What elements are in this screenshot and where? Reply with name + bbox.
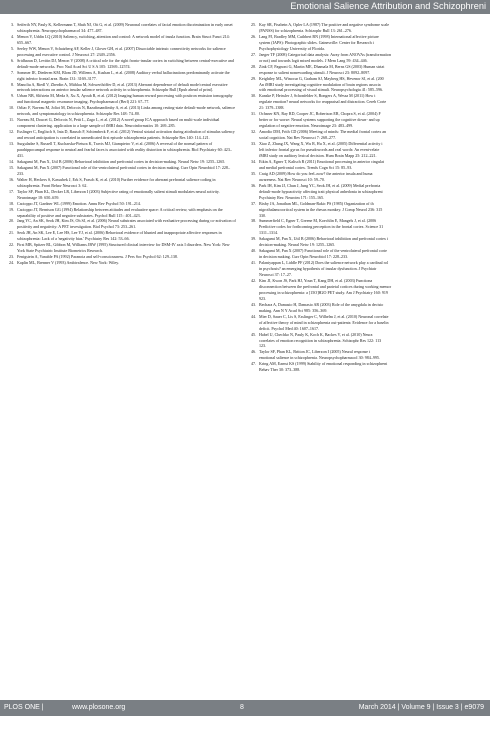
- reference-text: Urban NB, Slifstein M, Meda S, Xu X, Ayoub R, et al. (2012) Imaging human reward processing with positron emission tomography and functional magnetic resonance imaging. Psychopharmacol (Berl) 221: 67–77.: [17, 93, 233, 105]
- reference-number: 24.: [8, 260, 14, 266]
- reference-text: Orliac F, Naveau M, Joliot M, Delcroix N, Razafimandimby A, et al. (2013) Links among resting-state default-mode network, salience network, and symptomatology in schizophrenia. Schizophr Res 148: 74–80.: [17, 105, 236, 117]
- reference-text: making. Ann N Y Acad Sci 985: 356–369.: [259, 307, 328, 313]
- reference-text: Sakagami M, Pan X, Uttl B (2006) Behavioral inhibition and prefrontal cortex in decision-making. Neural Netw 19: 1255–1265.: [17, 158, 226, 164]
- reference-number: 34.: [250, 158, 256, 164]
- reference-number: 4.: [10, 33, 14, 39]
- reference-number: 32.: [250, 129, 256, 135]
- reference-text: 330.: [259, 212, 267, 218]
- reference-number: 15.: [8, 164, 14, 170]
- footer-issue-info: March 2014 | Volume 9 | Issue 3 | e9079: [358, 704, 484, 711]
- reference-text: First MB, Spitzer RL, Gibbon M, Williams JBW (1995) Structured clinical interview for DSM-IV axis I disorders. New York: New York State Psychiatric Institute Biometrics Research.: [17, 242, 230, 254]
- reference-text: Taylor SF, Phan KL, Britton JC, Liberzon I (2005) Neural response t: [259, 349, 371, 355]
- reference-text: Etkin A, Egner T, Kalisch R (2011) Emotional processing in anterior cingulat: [259, 158, 385, 164]
- reference-text: Cacioppo JT, Gardner WL (1999) Emotion. Annu Rev Psychol 50: 191–214.: [17, 200, 141, 206]
- reference-number: 36.: [250, 182, 256, 188]
- reference-text: Zink CF, Pagnoni G, Martin ME, Dhamala M, Berns GS (2003) Human striat: [259, 63, 385, 69]
- reference-entry: [5, 189, 237, 201]
- reference-number: 21.: [8, 230, 14, 236]
- reference-number: 3.: [10, 22, 14, 27]
- reference-text: Mier D, Sauer C, Lis S, Esslinger C, Wilhelm J, et al. (2010) Neuronal correlate: [259, 313, 389, 319]
- reference-text: Sridharan D, Levitin DJ, Menon V (2008) A critical role for the right fronto-insular cortex in switching between central-executive and default-mode networks. Proc Natl Acad Sci U S A 105: 12569–12574.: [17, 57, 234, 69]
- reference-text: Amodio DM, Frith CD (2006) Meeting of minds: The medial frontal cortex an: [259, 129, 387, 135]
- reference-text: with emotional processing of visual stimuli. Neuropsychologia 41: 585–596.: [259, 87, 384, 93]
- reference-text: social cognition. Nat Rev Neurosci 7: 268–277.: [259, 135, 337, 141]
- reference-text: regulate emotion? neural networks for reappraisal and distraction. Cereb Corte: [259, 99, 387, 105]
- reference-text: Behav Ther 30: 373–388.: [259, 367, 301, 373]
- reference-text: Naveau M, Doucet G, Delcroix N, Petit L, Zago L, et al. (2012) A novel group ICA approach based on multi-scale individual component clustering. application to a large sample of fMRI data. Neuroinformatics 10: 269–285.: [17, 117, 220, 129]
- reference-text: An fMRI study investigating cognitive modulation of brain regions associa: [259, 81, 381, 87]
- page-number: 8: [240, 704, 244, 711]
- references-right-column: [247, 22, 490, 682]
- reference-text: Sakagami M, Pan X (2007) Functional role of the ventrolateral prefrontal cortex in decision making. Curr Opin Neurobiol 17: 228–233.: [17, 164, 230, 176]
- reference-text: 923.: [259, 295, 267, 301]
- reference-text: Seiferth NY, Pauly K, Kellermann T, Shah NJ, Ott G, et al. (2009) Neuronal correlates of facial emotion discrimination in early onset schizophrenia. Neuropsychopharmacol 34: 477–487.: [17, 22, 233, 33]
- running-header-title: Emotional Salience Attribution and Schizophreni: [290, 1, 486, 11]
- reference-text: Taylor SF, Phan KL, Decker LR, Liberzon I (2003) Subjective rating of emotionally salient stimuli modulates neural activity. Neuroimage 18: 650–659.: [17, 188, 220, 200]
- reference-text: Palaniyappan L, Liddle PF (2012) Does the salience network play a cardinal rol: [259, 260, 389, 266]
- reference-text: default-mode hypoactivity affecting trait physical anhedonia in schizophreni: [259, 188, 383, 194]
- reference-number: 7.: [10, 69, 14, 75]
- reference-text: emotional salience in schizophrenia. Neuropsychopharmacol 30: 984–995.: [259, 355, 380, 361]
- reference-number: 14.: [8, 158, 14, 164]
- reference-text: Habel U, Chechko N, Pauly K, Koch K, Backes V, et al. (2010) Neura: [259, 331, 373, 337]
- reference-number: 47.: [250, 361, 256, 367]
- reference-number: 13.: [8, 141, 14, 147]
- reference-text: Fenigstein A, Vanable PA (1992) Paranoia and self-consciousness. J Pers Soc Psychol 62: 129–138.: [17, 254, 178, 260]
- reference-text: Sakagami M, Pan X, Uttl B (2006) Behavioral inhibition and prefrontal cortex i: [259, 236, 389, 242]
- reference-text: system (IAPS): Photographic slides. Gainesville: Center for Research i: [259, 39, 374, 45]
- reference-entry: [5, 105, 237, 117]
- reference-entry: [5, 260, 237, 266]
- reference-number: 39.: [250, 236, 256, 242]
- reference-text: deficit. Psychol Med 40: 1607–1617.: [259, 325, 320, 331]
- reference-number: 31.: [250, 111, 256, 117]
- reference-number: 19.: [8, 206, 14, 212]
- reference-text: Bixby JA, Jonathan ML, Goldman-Rakic PS (1985) Organization of th: [259, 200, 374, 206]
- reference-text: Manoliu A, Riedl V, Zherdin A, Mühlau M, Schwerthöffer D, et al. (2013) Aberrant dependence of default mode/central executive network interactions on anterior insular salience network activity in schizophrenia. Schizophr Bull [Epub ahead of print].: [17, 81, 228, 93]
- reference-number: 44.: [250, 313, 256, 319]
- reference-text: Walter H, Heckers S, Kassubek J, Erk S, Frasch K, et al. (2010) Further evidence for aberrant prefrontal salience coding in schizophrenia. Front Behav Neurosci 3: 62.: [17, 176, 216, 188]
- reference-entry: [5, 46, 237, 58]
- reference-text: (PANSS) for schizophrenia. Schizophr Bull 13: 261–276.: [259, 27, 352, 33]
- reference-entry: [5, 82, 237, 94]
- reference-entry: [5, 70, 237, 82]
- reference-text: Menon V, Uddin LQ (2010) Saliency, switching, attention and control: A network model of insula function. Brain Struct Funct 214: 655–667.: [17, 33, 230, 45]
- reference-text: or not) and towards logit mixed models. J Mem Lang 59: 434–446.: [259, 57, 368, 63]
- reference-text: Lang PJ, Bradley MM, Cuthbert BN (1998) International affective picture: [259, 33, 379, 39]
- reference-text: Park IH, Kim JJ, Chun J, Jung YC, Seok JH, et al. (2009) Medial prefronta: [259, 182, 381, 188]
- reference-text: Neurosci 37: 17–27.: [259, 272, 292, 278]
- reference-entry: [5, 58, 237, 70]
- reference-number: 9.: [10, 93, 14, 99]
- reference-text: Kay SR, Fiszbein A, Opler LA (1987) The positive and negative syndrome scale: [259, 22, 390, 27]
- reference-number: 26.: [250, 33, 256, 39]
- reference-text: Esslinger C, Englisch S, Inta D, Rausch F, Schirmbeck F, et al. (2012) Ventral striatal activation during attribution of stimulus saliency and reward anticipation is correlated in unmedicated first episode schizophrenia patients. Schizophr Res 140: 114–121.: [17, 129, 235, 141]
- reference-text: Kring AM, Earnst KS (1999) Stability of emotional responding in schizophreni: [259, 361, 388, 367]
- reference-text: Predictive codes for forthcoming perception in the frontal cortex. Science 31: [259, 224, 384, 230]
- reference-number: 43.: [250, 301, 256, 307]
- reference-entry: [247, 367, 490, 373]
- reference-text: Seeley WW, Menon V, Schatzberg AF, Keller J, Glover GH, et al. (2007) Dissociable intrinsic connectivity networks for salience processing and executive control. J Neurosci 27: 2349–2356.: [17, 45, 226, 57]
- reference-entry: [5, 177, 237, 189]
- reference-number: 17.: [8, 188, 14, 194]
- reference-number: 16.: [8, 176, 14, 182]
- reference-text: Sommer IE, Diederen KM, Blom JD, Willems A, Kushan L, et al. (2008) Auditory verbal hallucinations predominantly activate the right inferior frontal area. Brain 131: 3169–3177.: [17, 69, 230, 81]
- reference-number: 35.: [250, 170, 256, 176]
- reference-text: decision-making. Neural Netw 19: 1255–1265.: [259, 242, 336, 248]
- page-footer: [0, 700, 490, 716]
- reference-number: 27.: [250, 51, 256, 57]
- reference-text: of affective theory of mind in schizophrenia out-patients: Evidence for a baselin: [259, 319, 389, 325]
- reference-number: 6.: [10, 57, 14, 63]
- reference-text: Cacioppo JT, Berntson GG (1994) Relationship between attitudes and evaluative space: A critical review, with emphasis on the separability of positive and negative substrates. Psychol Bull 115 : 401–423.: [17, 206, 223, 218]
- reference-text: correlates of emotion recognition in schizophrenia. Schizophr Res 122: 113: [259, 337, 382, 343]
- footer-url-link[interactable]: www.plosone.org: [72, 704, 126, 711]
- reference-number: 23.: [8, 254, 14, 260]
- reference-text: processing in schizophrenia: a [15O]H2O PET study. Am J Psychiatry 160: 919: [259, 289, 388, 295]
- reference-number: 37.: [250, 200, 256, 206]
- reference-number: 38.: [250, 218, 256, 224]
- reference-text: 1311–1314.: [259, 230, 279, 236]
- reference-number: 20.: [8, 218, 14, 224]
- reference-number: 40.: [250, 248, 256, 254]
- reference-number: 28.: [250, 63, 256, 69]
- reference-text: Keightley ML, Winocur G, Graham SJ, Mayberg HS, Hevenor SJ, et al. (200: [259, 75, 384, 81]
- reference-text: Jang YC, An SK, Seok JH, Kim JS, Oh SJ, et al. (2006) Neural substrates associated with evaluative processing during co-activation of positivity and negativity: A PET investigation. Biol Psychol 73: 253–261.: [17, 218, 236, 230]
- reference-number: 25.: [250, 22, 256, 27]
- reference-number: 29.: [250, 75, 256, 81]
- reference-text: Craig AD (2009) How do you feel–now? the anterior insula and huma: [259, 170, 373, 176]
- reference-text: 21: 1379–1388.: [259, 105, 285, 111]
- reference-text: Kim JJ, Kwon JS, Park HJ, Youn T, Kang DH, et al. (2003) Functiona: [259, 277, 373, 283]
- reference-text: Ochsner KN, Ray RD, Cooper JC, Robertson ER, Chopra S, et al. (2004) F: [259, 111, 381, 117]
- reference-entry: [5, 230, 237, 242]
- reference-entry: [5, 165, 237, 177]
- running-header: [0, 0, 490, 14]
- reference-text: fMRI study on auditory lexical decision. Hum Brain Mapp 25: 212–221.: [259, 152, 377, 158]
- reference-number: 18.: [8, 200, 14, 206]
- reference-entry: [5, 218, 237, 230]
- reference-number: 45.: [250, 331, 256, 337]
- reference-entry: [5, 117, 237, 129]
- reference-number: 12.: [8, 129, 14, 135]
- reference-number: [247, 367, 259, 373]
- reference-entry: [5, 141, 237, 159]
- reference-text: Kaplin ML, Brenner V (1993) Ambivalence. New York: Wiley.: [17, 260, 120, 266]
- reference-text: awareness. Nat Rev Neurosci 10: 59–70.: [259, 176, 325, 182]
- reference-text: Jaeger TF (2008) Categorical data analysis: Away from ANOVAs (transformation: [259, 51, 391, 57]
- reference-number: 42.: [250, 277, 256, 283]
- reference-number: 8.: [10, 81, 14, 87]
- reference-text: Seok JH, An SK, Lee E, Lee HS, Lee YJ, et al. (2006) Behavioral evidence of blunted and inappropriate affective responses in schizophrenia: Lack of a 'negativity bias.' Psychiatry Res 142: 53–66.: [17, 230, 222, 242]
- reference-text: regulation of negative emotion. Neuroimage 23: 483–499.: [259, 123, 354, 129]
- reference-number: 30.: [250, 93, 256, 99]
- reference-entry: [5, 242, 237, 254]
- reference-text: disconnection between the prefrontal and parietal cortices during working memor: [259, 283, 392, 289]
- reference-entry: [5, 129, 237, 141]
- reference-number: 5.: [10, 45, 14, 51]
- reference-number: 10.: [8, 105, 14, 111]
- reference-number: 46.: [250, 349, 256, 355]
- reference-number: 41.: [250, 260, 256, 266]
- reference-number: 33.: [250, 141, 256, 147]
- reference-text: Bechara A, Damasio H, Damasio AR (2003) Role of the amygdala in decisio: [259, 301, 384, 307]
- reference-number: 22.: [8, 242, 14, 248]
- reference-text: in decision making. Curr Opin Neurobiol 17: 228–233.: [259, 254, 349, 260]
- references-left-column: [5, 22, 237, 682]
- reference-text: Surguladze S, Russell T, Kucharska-Pietura K, Travis MJ, Giampietro V, et al. (2006) A reversal of the normal pattern of parahippocampal response to neutral and fearful faces is associated with reality distortion in schizophrenia. Biol Psychiatry 60: 423–431.: [17, 141, 232, 158]
- reference-text: response to salient nonrewarding stimuli. J Neurosci 23: 8092–8097.: [259, 69, 371, 75]
- reference-entry: [5, 34, 237, 46]
- reference-text: Kanske P, Heissler J, Schonfelder S, Bongers A, Wessa M (2011) How t: [259, 93, 376, 99]
- reference-text: left inferior frontal gyrus for pseudowords and real words: An event-relate: [259, 147, 380, 153]
- reference-entry: [5, 207, 237, 219]
- reference-text: nigrothalamocortical system in the rhesus monkey. J Comp Neurol 236: 315: [259, 206, 383, 212]
- reference-entry: [5, 93, 237, 105]
- reference-number: 11.: [9, 117, 14, 123]
- reference-text: Xiao Z, Zhang JX, Wang X, Wu R, Hu X, et al. (2005) Differential activity i: [259, 141, 383, 147]
- reference-text: 123.: [259, 343, 267, 349]
- reference-text: Sakagami M, Pan X (2007) Functional role of the ventrolateral prefrontal corte: [259, 248, 387, 254]
- reference-text: in psychosis? an emerging hypothesis of insular dysfunction. J Psychiatr: [259, 266, 377, 272]
- reference-text: Summerfield C, Egner T, Greene M, Koechlin E, Mangels J, et al. (2006: [259, 218, 377, 224]
- reference-text: and medial prefrontal cortex. Trends Cogn Sci 15: 85–93.: [259, 164, 353, 170]
- reference-text: Psychophysiology University of Florida.: [259, 45, 325, 51]
- footer-journal-name: PLOS ONE |: [4, 704, 44, 711]
- reference-text: Psychiatry Res: Neuroim 171: 155–165.: [259, 194, 325, 200]
- reference-text: better or for worse: Neural systems supporting the cognitive down- and up: [259, 117, 380, 123]
- reference-entry: [5, 22, 237, 34]
